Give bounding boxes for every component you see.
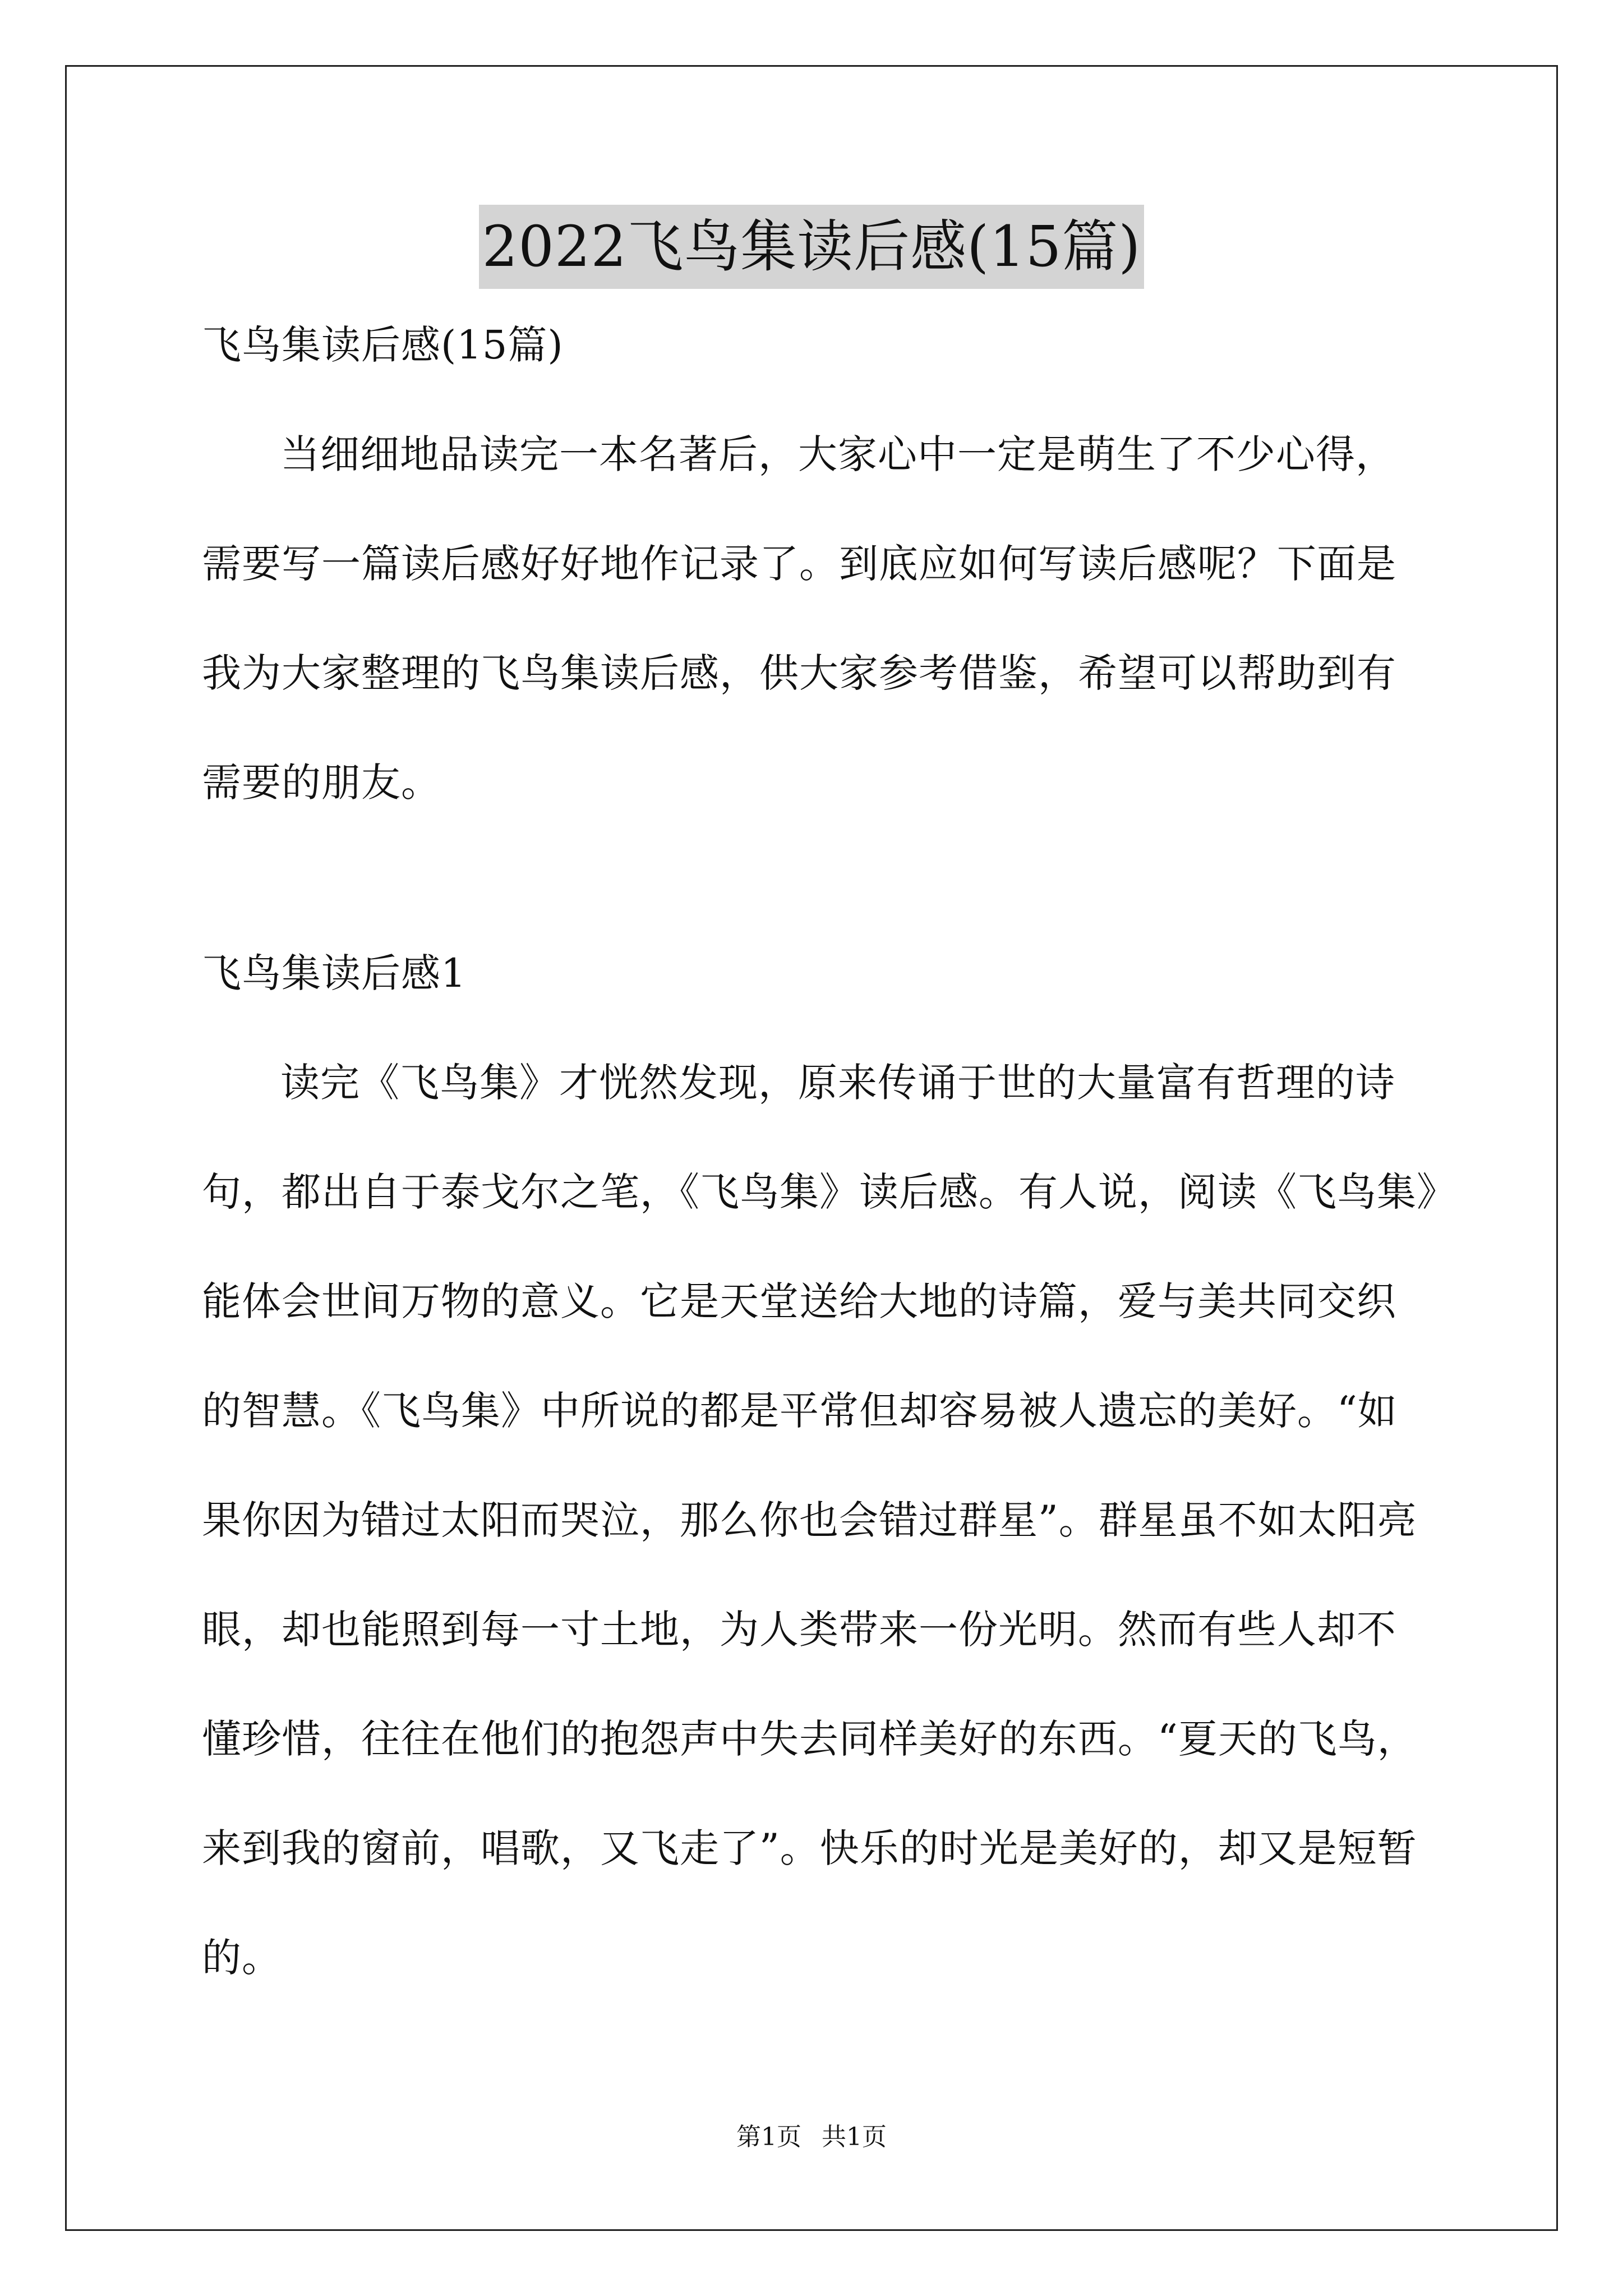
document-title: 2022飞鸟集读后感(15篇) <box>479 205 1145 289</box>
section-line-3: 能体会世间万物的意义。它是天堂送给大地的诗篇，爱与美共同交织 <box>202 1278 1396 1324</box>
section-line-7: 懂珍惜，往往在他们的抱怨声中失去同样美好的东西。“夏天的飞鸟， <box>202 1716 1417 1762</box>
document-subtitle: 飞鸟集读后感(15篇) <box>202 322 564 368</box>
title-container <box>0 205 1623 289</box>
section-heading: 飞鸟集读后感1 <box>202 950 467 996</box>
intro-line-4: 需要的朋友。 <box>202 760 441 806</box>
intro-line-2: 需要写一篇读后感好好地作记录了。到底应如何写读后感呢？下面是 <box>202 541 1396 587</box>
section-line-1: 读完《飞鸟集》才恍然发现，原来传诵于世的大量富有哲理的诗 <box>280 1060 1395 1106</box>
intro-line-3: 我为大家整理的飞鸟集读后感，供大家参考借鉴，希望可以帮助到有 <box>202 650 1396 696</box>
page-footer: 第1页 共1页 <box>736 2123 887 2151</box>
page-border <box>65 65 1558 2231</box>
section-line-2: 句，都出自于泰戈尔之笔，《飞鸟集》读后感。有人说，阅读《飞鸟集》 <box>202 1169 1456 1215</box>
section-line-6: 眼，却也能照到每一寸土地，为人类带来一份光明。然而有些人却不 <box>202 1607 1396 1653</box>
section-line-5: 果你因为错过太阳而哭泣，那么你也会错过群星”。群星虽不如太阳亮 <box>202 1497 1417 1543</box>
section-line-8: 来到我的窗前，唱歌，又飞走了”。快乐的时光是美好的，却又是短暂 <box>202 1825 1417 1871</box>
section-line-9: 的。 <box>202 1935 282 1981</box>
section-line-4: 的智慧。《飞鸟集》中所说的都是平常但却容易被人遗忘的美好。“如 <box>202 1388 1398 1434</box>
intro-line-1: 当细细地品读完一本名著后，大家心中一定是萌生了不少心得， <box>280 431 1395 477</box>
